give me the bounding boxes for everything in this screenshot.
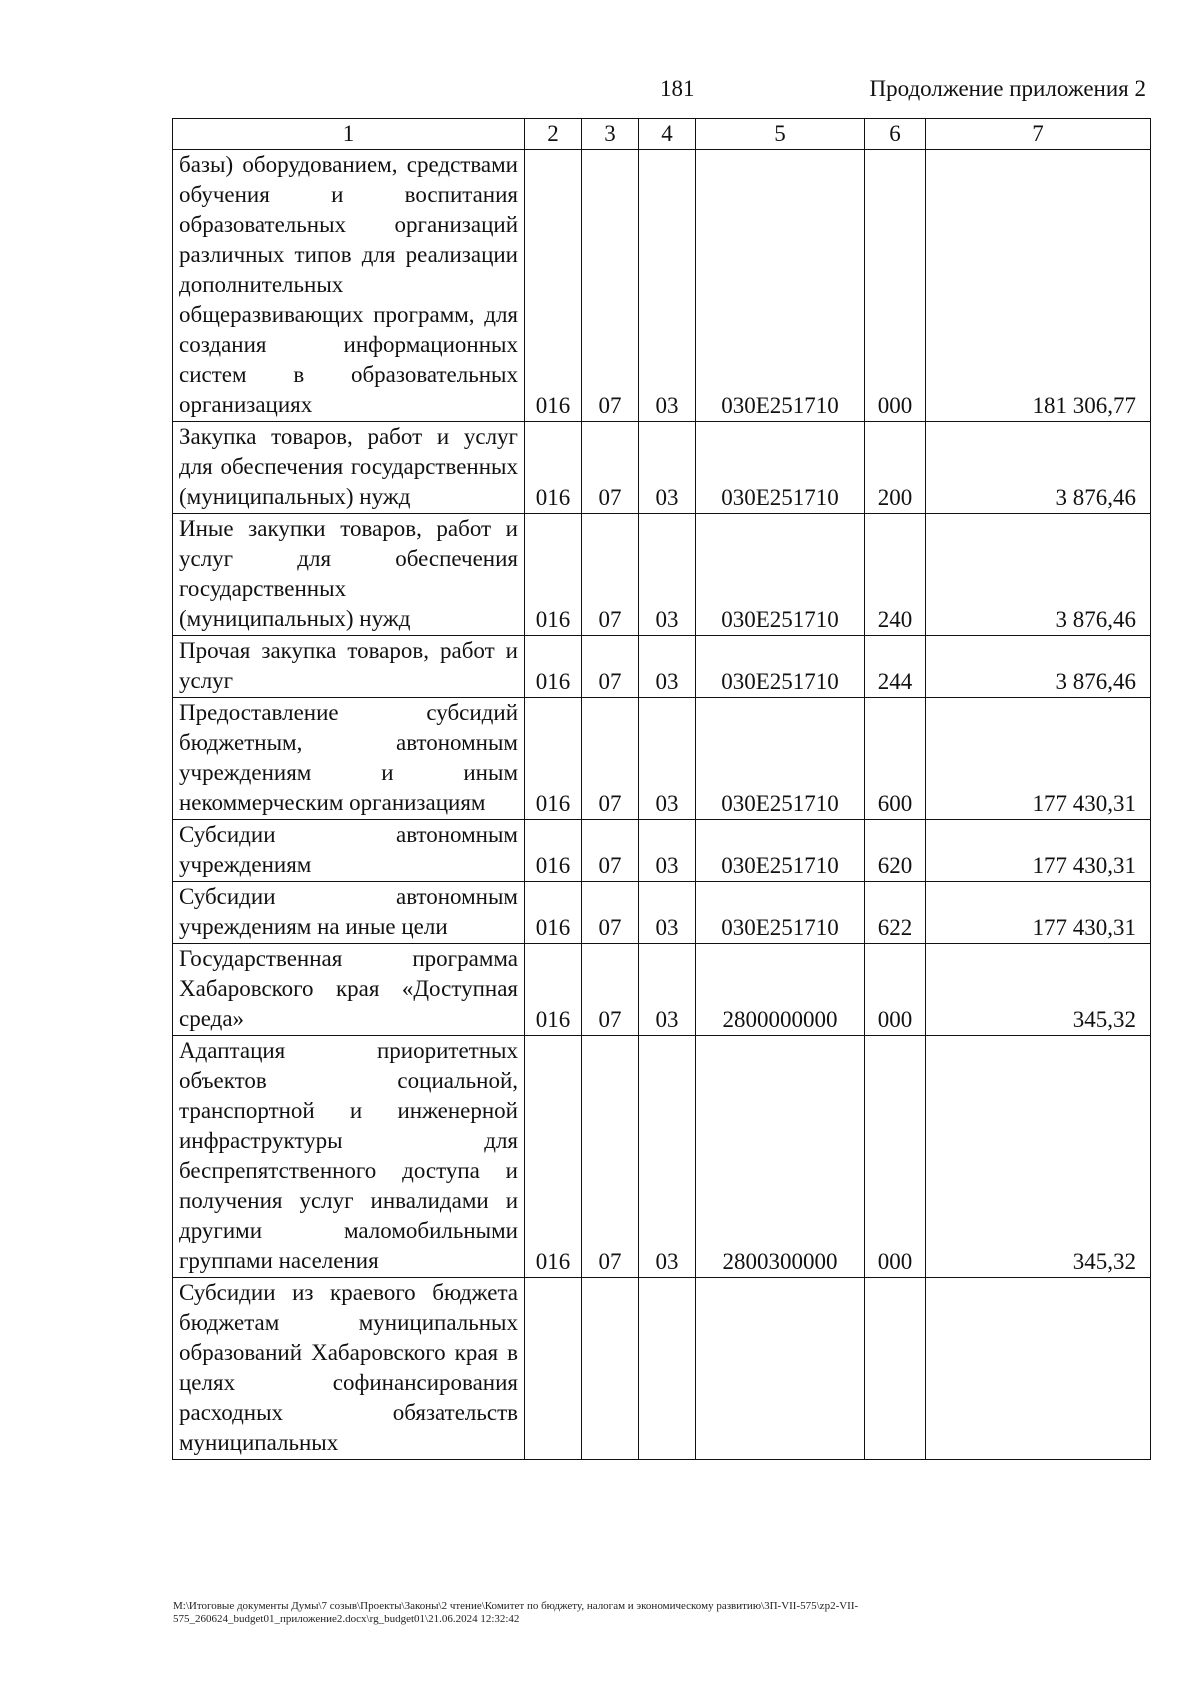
cell-amount	[926, 1278, 1151, 1460]
cell-section: 07	[582, 150, 639, 422]
cell-section: 07	[582, 882, 639, 944]
row-name: Закупка товаров, работ и услуг для обеспечения государственных (муниципальных) нужд	[173, 422, 525, 514]
cell-expense-type: 244	[865, 636, 926, 698]
cell-section: 07	[582, 422, 639, 514]
cell-target: 030E251710	[696, 514, 865, 636]
table-header-row	[173, 119, 1151, 150]
cell-target: 2800000000	[696, 944, 865, 1036]
table-row	[173, 1036, 1151, 1278]
cell-target: 2800300000	[696, 1036, 865, 1278]
cell-subsection: 03	[639, 150, 696, 422]
cell-code: 016	[525, 698, 582, 820]
cell-subsection: 03	[639, 636, 696, 698]
cell-code: 016	[525, 636, 582, 698]
cell-target: 030E251710	[696, 422, 865, 514]
cell-code: 016	[525, 944, 582, 1036]
cell-code: 016	[525, 820, 582, 882]
cell-amount: 3 876,46	[926, 422, 1151, 514]
cell-section: 07	[582, 636, 639, 698]
table-row	[173, 820, 1151, 882]
cell-amount: 177 430,31	[926, 882, 1151, 944]
row-name: базы) оборудованием, средствами обучения и воспитания образовательных организаций различных типов для реализации дополнительных общеразвивающих программ, для создания информационных систем в образовательных организациях	[173, 150, 525, 422]
cell-subsection: 03	[639, 1036, 696, 1278]
continuation-label: Продолжение приложения 2	[869, 76, 1146, 101]
cell-target: 030E251710	[696, 698, 865, 820]
table-row	[173, 636, 1151, 698]
cell-amount: 177 430,31	[926, 820, 1151, 882]
cell-expense-type: 000	[865, 944, 926, 1036]
table-row	[173, 944, 1151, 1036]
cell-section: 07	[582, 944, 639, 1036]
cell-amount: 177 430,31	[926, 698, 1151, 820]
row-name: Субсидии автономным учреждениям на иные цели	[173, 882, 525, 944]
cell-amount: 345,32	[926, 1036, 1151, 1278]
footer-file-path: M:\Итоговые документы Думы\7 созыв\Проекты\Законы\2 чтение\Комитет по бюджету, налогам и экономическому развитию\3П-VII-575\zp2-VII-575_260624_budget01_приложение2.docx\rg_budget01\21.06.2024 12:32:42	[173, 1600, 859, 1625]
cell-subsection: 03	[639, 882, 696, 944]
cell-target	[696, 1278, 865, 1460]
cell-expense-type: 200	[865, 422, 926, 514]
cell-subsection: 03	[639, 698, 696, 820]
cell-expense-type: 622	[865, 882, 926, 944]
cell-amount: 3 876,46	[926, 636, 1151, 698]
cell-expense-type: 000	[865, 1036, 926, 1278]
cell-expense-type: 600	[865, 698, 926, 820]
cell-target: 030E251710	[696, 150, 865, 422]
table-row	[173, 698, 1151, 820]
cell-section	[582, 1278, 639, 1460]
cell-target: 030E251710	[696, 882, 865, 944]
row-name: Прочая закупка товаров, работ и услуг	[173, 636, 525, 698]
column-header: 4	[639, 119, 696, 150]
row-name: Субсидии автономным учреждениям	[173, 820, 525, 882]
cell-code: 016	[525, 514, 582, 636]
cell-code	[525, 1278, 582, 1460]
cell-amount: 181 306,77	[926, 150, 1151, 422]
cell-code: 016	[525, 882, 582, 944]
cell-subsection: 03	[639, 514, 696, 636]
cell-subsection: 03	[639, 820, 696, 882]
cell-amount: 345,32	[926, 944, 1151, 1036]
cell-section: 07	[582, 820, 639, 882]
cell-target: 030E251710	[696, 636, 865, 698]
cell-section: 07	[582, 1036, 639, 1278]
cell-target: 030E251710	[696, 820, 865, 882]
cell-subsection: 03	[639, 422, 696, 514]
cell-code: 016	[525, 150, 582, 422]
row-name: Адаптация приоритетных объектов социальной, транспортной и инженерной инфраструктуры для беспрепятственного доступа и получения услуг инвалидами и другими маломобильными группами населения	[173, 1036, 525, 1278]
cell-code: 016	[525, 1036, 582, 1278]
cell-expense-type: 620	[865, 820, 926, 882]
table-row	[173, 882, 1151, 944]
column-header: 1	[173, 119, 525, 150]
row-name: Иные закупки товаров, работ и услуг для обеспечения государственных (муниципальных) нужд	[173, 514, 525, 636]
cell-code: 016	[525, 422, 582, 514]
cell-section: 07	[582, 698, 639, 820]
budget-table	[172, 118, 1151, 1460]
column-header: 2	[525, 119, 582, 150]
cell-subsection: 03	[639, 944, 696, 1036]
column-header: 7	[926, 119, 1151, 150]
cell-amount: 3 876,46	[926, 514, 1151, 636]
row-name: Предоставление субсидий бюджетным, автономным учреждениям и иным некоммерческим организациям	[173, 698, 525, 820]
table-row	[173, 514, 1151, 636]
table-row	[173, 150, 1151, 422]
page-number: 181	[660, 76, 695, 101]
cell-expense-type	[865, 1278, 926, 1460]
cell-expense-type: 240	[865, 514, 926, 636]
column-header: 5	[696, 119, 865, 150]
column-header: 3	[582, 119, 639, 150]
table-row	[173, 1278, 1151, 1460]
table-row	[173, 422, 1151, 514]
row-name: Субсидии из краевого бюджета бюджетам муниципальных образований Хабаровского края в целях софинансирования расходных обязательств муниципальных	[173, 1278, 525, 1460]
column-header: 6	[865, 119, 926, 150]
cell-expense-type: 000	[865, 150, 926, 422]
row-name: Государственная программа Хабаровского края «Доступная среда»	[173, 944, 525, 1036]
cell-section: 07	[582, 514, 639, 636]
cell-subsection	[639, 1278, 696, 1460]
